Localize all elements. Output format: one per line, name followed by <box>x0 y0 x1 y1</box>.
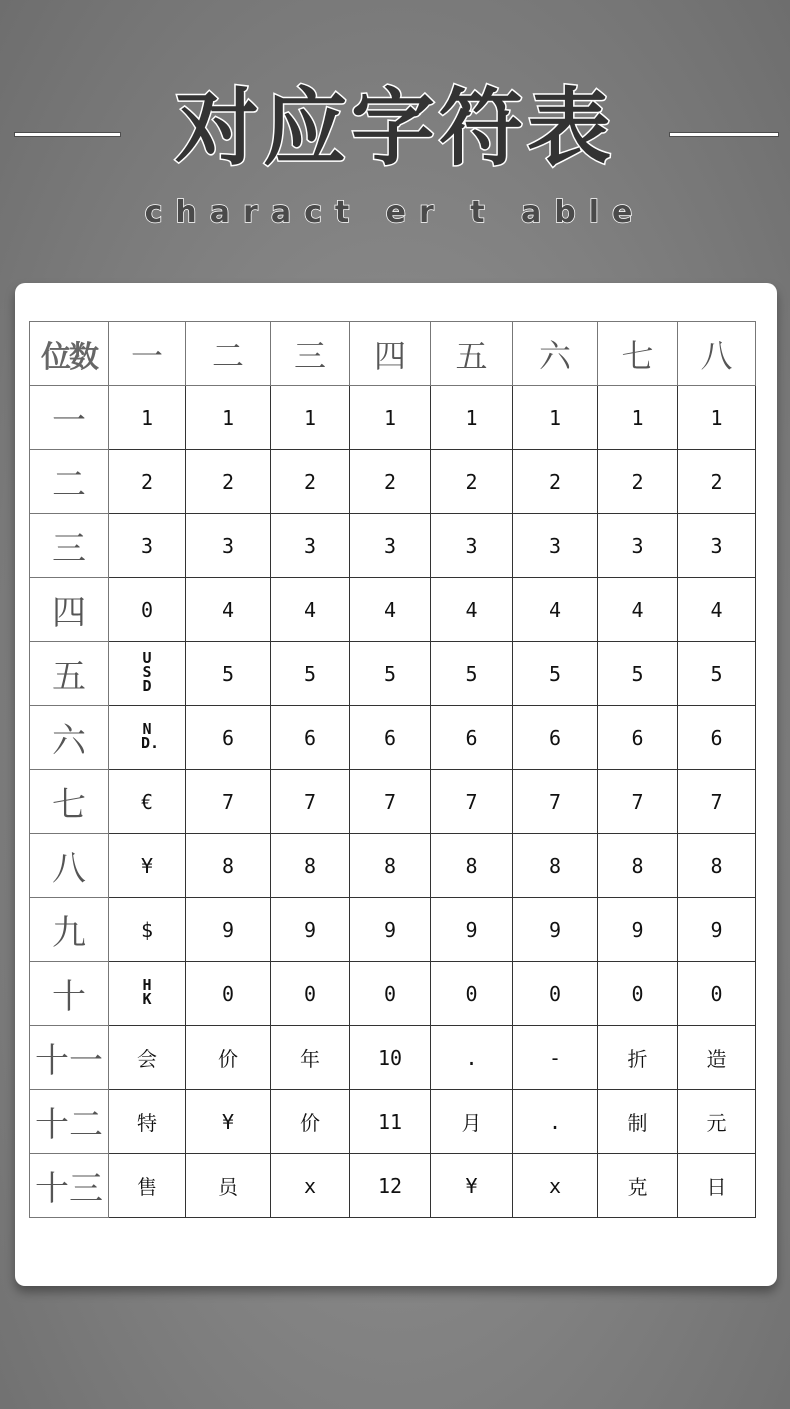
table-cell: 日 <box>678 1154 756 1218</box>
table-cell: 3 <box>350 514 431 578</box>
table-cell: 2 <box>513 450 598 514</box>
table-cell: 8 <box>513 834 598 898</box>
table-cell: 4 <box>513 578 598 642</box>
column-header: 一 <box>109 322 186 386</box>
table-cell: 4 <box>598 578 678 642</box>
table-cell: 4 <box>186 578 271 642</box>
table-cell: 6 <box>513 706 598 770</box>
table-cell: 7 <box>431 770 513 834</box>
table-cell: 2 <box>598 450 678 514</box>
table-cell: 2 <box>271 450 350 514</box>
column-header: 四 <box>350 322 431 386</box>
table-cell: 3 <box>109 514 186 578</box>
table-cell: 1 <box>271 386 350 450</box>
table-cell: 9 <box>271 898 350 962</box>
table-cell <box>109 706 186 770</box>
table-cell: 3 <box>431 514 513 578</box>
table-cell: 9 <box>186 898 271 962</box>
row-header: 十 <box>30 962 109 1026</box>
table-cell: 8 <box>186 834 271 898</box>
table-cell: 月 <box>431 1090 513 1154</box>
row-header: 九 <box>30 898 109 962</box>
table-cell: 8 <box>678 834 756 898</box>
table-cell: 年 <box>271 1026 350 1090</box>
table-cell: 9 <box>350 898 431 962</box>
table-cell: 特 <box>109 1090 186 1154</box>
table-cell: 5 <box>513 642 598 706</box>
table-cell: 1 <box>186 386 271 450</box>
table-cell: 造 <box>678 1026 756 1090</box>
row-header: 二 <box>30 450 109 514</box>
table-cell: ¥ <box>431 1154 513 1218</box>
table-cell: 会 <box>109 1026 186 1090</box>
table-cell: 1 <box>513 386 598 450</box>
table-cell: 0 <box>678 962 756 1026</box>
table-cell: 4 <box>678 578 756 642</box>
table-cell: 0 <box>598 962 678 1026</box>
table-cell: 7 <box>678 770 756 834</box>
table-cell: 2 <box>350 450 431 514</box>
table-cell: 9 <box>513 898 598 962</box>
table-cell: 员 <box>186 1154 271 1218</box>
table-cell: 价 <box>271 1090 350 1154</box>
table-cell: 价 <box>186 1026 271 1090</box>
table-cell: 3 <box>271 514 350 578</box>
page-title: 对应字符表 <box>174 79 615 177</box>
row-header: 五 <box>30 642 109 706</box>
table-cell: € <box>109 770 186 834</box>
table-cell: 6 <box>431 706 513 770</box>
table-row <box>30 834 756 898</box>
table-cell-text: ND. <box>141 720 160 752</box>
table-cell: 6 <box>271 706 350 770</box>
table-cell: 5 <box>271 642 350 706</box>
table-cell: 5 <box>350 642 431 706</box>
table-cell: 元 <box>678 1090 756 1154</box>
table-cell: 0 <box>350 962 431 1026</box>
table-cell: 12 <box>350 1154 431 1218</box>
table-cell: 8 <box>271 834 350 898</box>
table-row <box>30 1090 756 1154</box>
table-cell: 制 <box>598 1090 678 1154</box>
table-row <box>30 1154 756 1218</box>
table-row <box>30 386 756 450</box>
table-cell: . <box>513 1090 598 1154</box>
row-header: 一 <box>30 386 109 450</box>
column-header: 八 <box>678 322 756 386</box>
table-row <box>30 962 756 1026</box>
table-cell: 7 <box>513 770 598 834</box>
table-cell: 9 <box>678 898 756 962</box>
table-cell: 折 <box>598 1026 678 1090</box>
table-cell: 1 <box>598 386 678 450</box>
table-cell: 5 <box>186 642 271 706</box>
table-cell: 3 <box>598 514 678 578</box>
table-cell: 1 <box>350 386 431 450</box>
table-cell: 克 <box>598 1154 678 1218</box>
table-cell: 0 <box>186 962 271 1026</box>
table-cell: 5 <box>678 642 756 706</box>
row-header: 七 <box>30 770 109 834</box>
table-cell: 5 <box>431 642 513 706</box>
row-header: 八 <box>30 834 109 898</box>
table-cell: 1 <box>431 386 513 450</box>
table-cell: 1 <box>678 386 756 450</box>
table-cell: 3 <box>678 514 756 578</box>
table-cell: 8 <box>431 834 513 898</box>
table-cell: 7 <box>186 770 271 834</box>
row-header: 十一 <box>30 1026 109 1090</box>
row-header: 十二 <box>30 1090 109 1154</box>
table-cell: 7 <box>350 770 431 834</box>
table-cell: ¥ <box>109 834 186 898</box>
table-cell: $ <box>109 898 186 962</box>
table-row <box>30 706 756 770</box>
table-cell: 2 <box>431 450 513 514</box>
row-header: 四 <box>30 578 109 642</box>
table-cell: 6 <box>350 706 431 770</box>
table-row <box>30 898 756 962</box>
table-cell: 4 <box>350 578 431 642</box>
table-cell: 10 <box>350 1026 431 1090</box>
table-cell: 0 <box>513 962 598 1026</box>
table-cell: 3 <box>186 514 271 578</box>
table-cell: ¥ <box>186 1090 271 1154</box>
column-header: 五 <box>431 322 513 386</box>
table-cell: 9 <box>431 898 513 962</box>
table-cell: 3 <box>513 514 598 578</box>
column-header: 六 <box>513 322 598 386</box>
column-header: 三 <box>271 322 350 386</box>
table-cell: 0 <box>109 578 186 642</box>
table-cell: x <box>271 1154 350 1218</box>
table-cell: 2 <box>186 450 271 514</box>
table-row <box>30 450 756 514</box>
row-header: 六 <box>30 706 109 770</box>
table-cell: 6 <box>186 706 271 770</box>
table-row <box>30 770 756 834</box>
corner-label: 位数 <box>30 322 109 386</box>
table-cell: 2 <box>678 450 756 514</box>
table-cell: 8 <box>598 834 678 898</box>
table-cell: 1 <box>109 386 186 450</box>
table-cell: . <box>431 1026 513 1090</box>
table-cell: 7 <box>271 770 350 834</box>
table-row <box>30 514 756 578</box>
table-cell: 5 <box>598 642 678 706</box>
table-cell: 2 <box>109 450 186 514</box>
table-cell: 4 <box>431 578 513 642</box>
table-cell: 0 <box>271 962 350 1026</box>
table-cell: 售 <box>109 1154 186 1218</box>
table-cell: 4 <box>271 578 350 642</box>
table-cell-text: USD <box>142 649 152 695</box>
table-cell: 8 <box>350 834 431 898</box>
table-card <box>15 283 777 1286</box>
table-cell: 11 <box>350 1090 431 1154</box>
table-cell-text: HK <box>142 976 152 1008</box>
table-cell: - <box>513 1026 598 1090</box>
table-cell: 6 <box>598 706 678 770</box>
page-subtitle: charact er t able <box>144 195 646 230</box>
table-cell: 6 <box>678 706 756 770</box>
character-table <box>29 321 756 1218</box>
table-row <box>30 642 756 706</box>
table-row <box>30 1026 756 1090</box>
table-cell: 0 <box>431 962 513 1026</box>
table-cell: 7 <box>598 770 678 834</box>
table-header-row <box>30 322 756 386</box>
column-header: 二 <box>186 322 271 386</box>
row-header: 三 <box>30 514 109 578</box>
table-cell: 9 <box>598 898 678 962</box>
column-header: 七 <box>598 322 678 386</box>
table-cell <box>109 962 186 1026</box>
table-cell <box>109 642 186 706</box>
table-cell: x <box>513 1154 598 1218</box>
table-row <box>30 578 756 642</box>
row-header: 十三 <box>30 1154 109 1218</box>
